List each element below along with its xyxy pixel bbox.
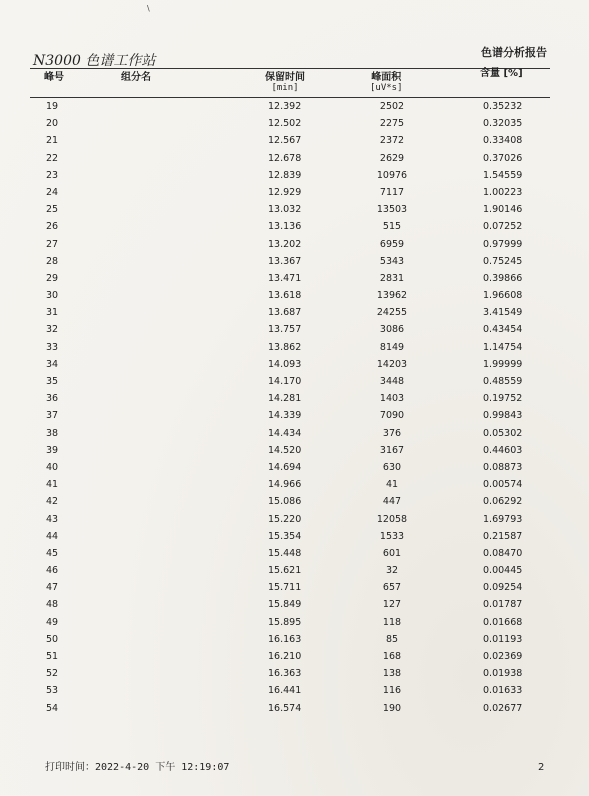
content-percent: 1.00223: [483, 186, 523, 198]
peak-number: 47: [46, 582, 59, 594]
retention-time: 14.694: [268, 461, 302, 473]
content-percent: 0.01938: [483, 668, 523, 680]
content-percent: 0.43454: [483, 324, 523, 336]
table-row: [0, 494, 589, 511]
table-row: [0, 632, 589, 649]
col-retention-time-label: 保留时间: [265, 72, 305, 83]
peak-number: 39: [46, 444, 59, 456]
content-percent: 3.41549: [483, 307, 523, 319]
peak-number: 31: [46, 307, 59, 319]
peak-area: 2502: [379, 101, 405, 112]
peak-area: 13503: [376, 204, 408, 216]
table-row: [0, 357, 589, 374]
page-number: 2: [538, 762, 545, 773]
column-header-rule: [30, 97, 550, 98]
peak-area: 190: [382, 702, 402, 714]
peak-area: 85: [385, 633, 399, 645]
table-row: [0, 116, 589, 133]
retention-time: 13.367: [268, 255, 302, 267]
table-row: [0, 683, 589, 700]
retention-time: 12.839: [268, 169, 302, 181]
retention-time: 15.849: [268, 599, 302, 611]
content-percent: 1.54559: [483, 169, 523, 181]
retention-time: 13.032: [268, 204, 302, 216]
table-row: [0, 701, 589, 718]
peak-number: 28: [46, 255, 59, 267]
content-percent: 0.32035: [483, 118, 523, 130]
content-percent: 0.00574: [483, 479, 523, 491]
peak-area: 13962: [376, 290, 408, 302]
retention-time: 12.567: [268, 135, 302, 147]
retention-time: 13.757: [268, 324, 302, 336]
peak-area: 24255: [376, 307, 408, 319]
col-content: 含量 [%]: [480, 68, 523, 79]
retention-time: 12.502: [268, 118, 302, 130]
content-percent: 0.01633: [483, 685, 523, 697]
content-percent: 0.07252: [483, 221, 523, 233]
content-percent: 0.21587: [483, 530, 523, 542]
peak-number: 54: [46, 702, 59, 714]
peak-number: 21: [46, 135, 59, 147]
peak-area: 127: [382, 599, 402, 611]
peak-area: 32: [385, 565, 399, 577]
retention-time: 13.202: [268, 238, 302, 250]
table-row: [0, 546, 589, 563]
retention-time: 13.687: [268, 307, 302, 319]
peak-number: 50: [46, 633, 59, 645]
table-row: [0, 529, 589, 546]
table-row: [0, 202, 589, 219]
peak-area: 41: [385, 479, 399, 491]
table-row: [0, 237, 589, 254]
peak-area: 14203: [376, 358, 408, 370]
retention-time: 13.136: [268, 221, 302, 233]
retention-time: 16.210: [268, 651, 302, 662]
content-percent: 0.01787: [483, 599, 523, 611]
peak-area: 7117: [379, 186, 405, 198]
table-row: [0, 288, 589, 305]
table-row: [0, 563, 589, 580]
content-percent: 1.69793: [483, 513, 523, 525]
content-percent: 0.05302: [483, 427, 523, 439]
scan-mark: \: [147, 4, 150, 13]
retention-time: 14.434: [268, 427, 302, 439]
table-row: [0, 151, 589, 168]
col-peak-area-unit: [uV*s]: [370, 83, 403, 93]
content-percent: 0.02677: [483, 702, 523, 714]
peak-area: 1533: [379, 530, 405, 542]
peak-number: 19: [46, 101, 59, 112]
content-percent: 1.14754: [483, 341, 523, 353]
peak-area: 168: [382, 651, 402, 662]
peak-area: 2831: [379, 272, 405, 284]
content-percent: 0.01668: [483, 616, 523, 628]
table-row: [0, 185, 589, 202]
retention-time: 15.086: [268, 496, 302, 508]
peak-area: 515: [382, 221, 402, 233]
col-peak-area: [370, 72, 403, 94]
table-row: [0, 374, 589, 391]
peak-area: 601: [382, 547, 402, 559]
retention-time: 16.574: [268, 702, 302, 714]
content-percent: 0.44603: [483, 444, 523, 456]
retention-time: 15.354: [268, 530, 302, 542]
table-row: [0, 666, 589, 683]
retention-time: 14.520: [268, 444, 302, 456]
table-row: [0, 133, 589, 150]
content-percent: 0.75245: [483, 255, 523, 267]
content-percent: 0.06292: [483, 496, 523, 508]
content-percent: 1.96608: [483, 290, 523, 302]
peak-number: 36: [46, 393, 59, 405]
retention-time: 13.618: [268, 290, 302, 302]
peak-area: 630: [382, 461, 402, 473]
col-peak-area-label: 峰面积: [371, 72, 402, 83]
peak-area: 2629: [379, 152, 405, 164]
retention-time: 12.392: [268, 101, 302, 112]
peak-number: 30: [46, 290, 59, 302]
peak-number: 43: [46, 513, 59, 525]
content-percent: 0.01193: [483, 633, 523, 645]
table-row: [0, 443, 589, 460]
peak-number: 51: [46, 651, 59, 662]
print-time: [45, 758, 229, 773]
table-row: [0, 649, 589, 666]
table-row: [0, 219, 589, 236]
peak-area: 2275: [379, 118, 405, 130]
col-retention-time: [265, 72, 305, 94]
peak-number: 29: [46, 272, 59, 284]
peak-number: 27: [46, 238, 59, 250]
peak-area: 2372: [379, 135, 405, 147]
content-percent: 0.00445: [483, 565, 523, 577]
retention-time: 15.711: [268, 582, 302, 594]
peak-number: 48: [46, 599, 59, 611]
retention-time: 16.441: [268, 685, 302, 697]
retention-time: 16.163: [268, 633, 302, 645]
peak-number: 44: [46, 530, 59, 542]
table-row: [0, 597, 589, 614]
col-peak-no: 峰号: [44, 72, 64, 83]
peak-number: 35: [46, 376, 59, 387]
peak-area: 12058: [376, 513, 408, 525]
content-percent: 0.99843: [483, 410, 523, 422]
peak-number: 38: [46, 427, 59, 439]
retention-time: 14.170: [268, 376, 302, 387]
retention-time: 12.929: [268, 186, 302, 198]
retention-time: 13.471: [268, 272, 302, 284]
col-component: 组分名: [121, 72, 151, 83]
content-percent: 0.97999: [483, 238, 523, 250]
peak-number: 45: [46, 547, 59, 559]
table-row: [0, 168, 589, 185]
table-row: [0, 426, 589, 443]
table-row: [0, 512, 589, 529]
retention-time: 12.678: [268, 152, 302, 164]
content-percent: 0.08873: [483, 461, 523, 473]
print-time-value: 2022-4-20 下午 12:19:07: [95, 762, 230, 773]
table-row: [0, 99, 589, 116]
content-percent: 0.37026: [483, 152, 523, 164]
table-row: [0, 305, 589, 322]
content-percent: 0.09254: [483, 582, 523, 594]
report-title: 色谱分析报告: [481, 46, 547, 59]
peak-number: 41: [46, 479, 59, 491]
content-percent: 0.33408: [483, 135, 523, 147]
table-row: [0, 271, 589, 288]
content-percent: 0.35232: [483, 101, 523, 112]
peak-number: 32: [46, 324, 59, 336]
peak-number: 52: [46, 668, 59, 680]
table-row: [0, 477, 589, 494]
peak-area: 6959: [379, 238, 405, 250]
peak-area: 118: [382, 616, 402, 628]
retention-time: 14.339: [268, 410, 302, 422]
table-row: [0, 254, 589, 271]
retention-time: 15.621: [268, 565, 302, 577]
content-percent: 0.39866: [483, 272, 523, 284]
content-percent: 0.19752: [483, 393, 523, 405]
retention-time: 15.895: [268, 616, 302, 628]
content-percent: 0.48559: [483, 376, 523, 387]
peak-area: 8149: [379, 341, 405, 353]
retention-time: 16.363: [268, 668, 302, 680]
table-row: [0, 580, 589, 597]
peak-area: 447: [382, 496, 402, 508]
table-row: [0, 460, 589, 477]
peak-table: [0, 99, 589, 718]
peak-number: 34: [46, 358, 59, 370]
peak-area: 5343: [379, 255, 405, 267]
peak-number: 53: [46, 685, 59, 697]
peak-number: 24: [46, 186, 59, 198]
table-row: [0, 322, 589, 339]
peak-area: 657: [382, 582, 402, 594]
retention-time: 15.448: [268, 547, 302, 559]
print-time-label: 打印时间：: [45, 762, 95, 773]
peak-number: 33: [46, 341, 59, 353]
peak-area: 376: [382, 427, 402, 439]
retention-time: 13.862: [268, 341, 302, 353]
content-percent: 1.90146: [483, 204, 523, 216]
peak-number: 20: [46, 118, 59, 130]
peak-area: 138: [382, 668, 402, 680]
table-row: [0, 408, 589, 425]
content-percent: 1.99999: [483, 358, 523, 370]
table-row: [0, 340, 589, 357]
peak-number: 37: [46, 410, 59, 422]
peak-number: 42: [46, 496, 59, 508]
peak-number: 40: [46, 461, 59, 473]
peak-area: 7090: [379, 410, 405, 422]
table-row: [0, 391, 589, 408]
peak-number: 22: [46, 152, 59, 164]
peak-number: 23: [46, 169, 59, 181]
peak-number: 49: [46, 616, 59, 628]
peak-area: 116: [382, 685, 402, 697]
peak-number: 26: [46, 221, 59, 233]
table-row: [0, 615, 589, 632]
content-percent: 0.02369: [483, 651, 523, 662]
peak-area: 3448: [379, 376, 405, 387]
peak-area: 3086: [379, 324, 405, 336]
header-rule: [30, 68, 550, 69]
retention-time: 15.220: [268, 513, 302, 525]
peak-area: 1403: [379, 393, 405, 405]
retention-time: 14.966: [268, 479, 302, 491]
workstation-title: N3000 色谱工作站: [33, 53, 156, 69]
col-retention-time-unit: [min]: [271, 83, 299, 93]
content-percent: 0.08470: [483, 547, 523, 559]
peak-number: 25: [46, 204, 59, 216]
peak-area: 10976: [376, 169, 408, 181]
peak-area: 3167: [379, 444, 405, 456]
peak-number: 46: [46, 565, 59, 577]
retention-time: 14.281: [268, 393, 302, 405]
retention-time: 14.093: [268, 358, 302, 370]
